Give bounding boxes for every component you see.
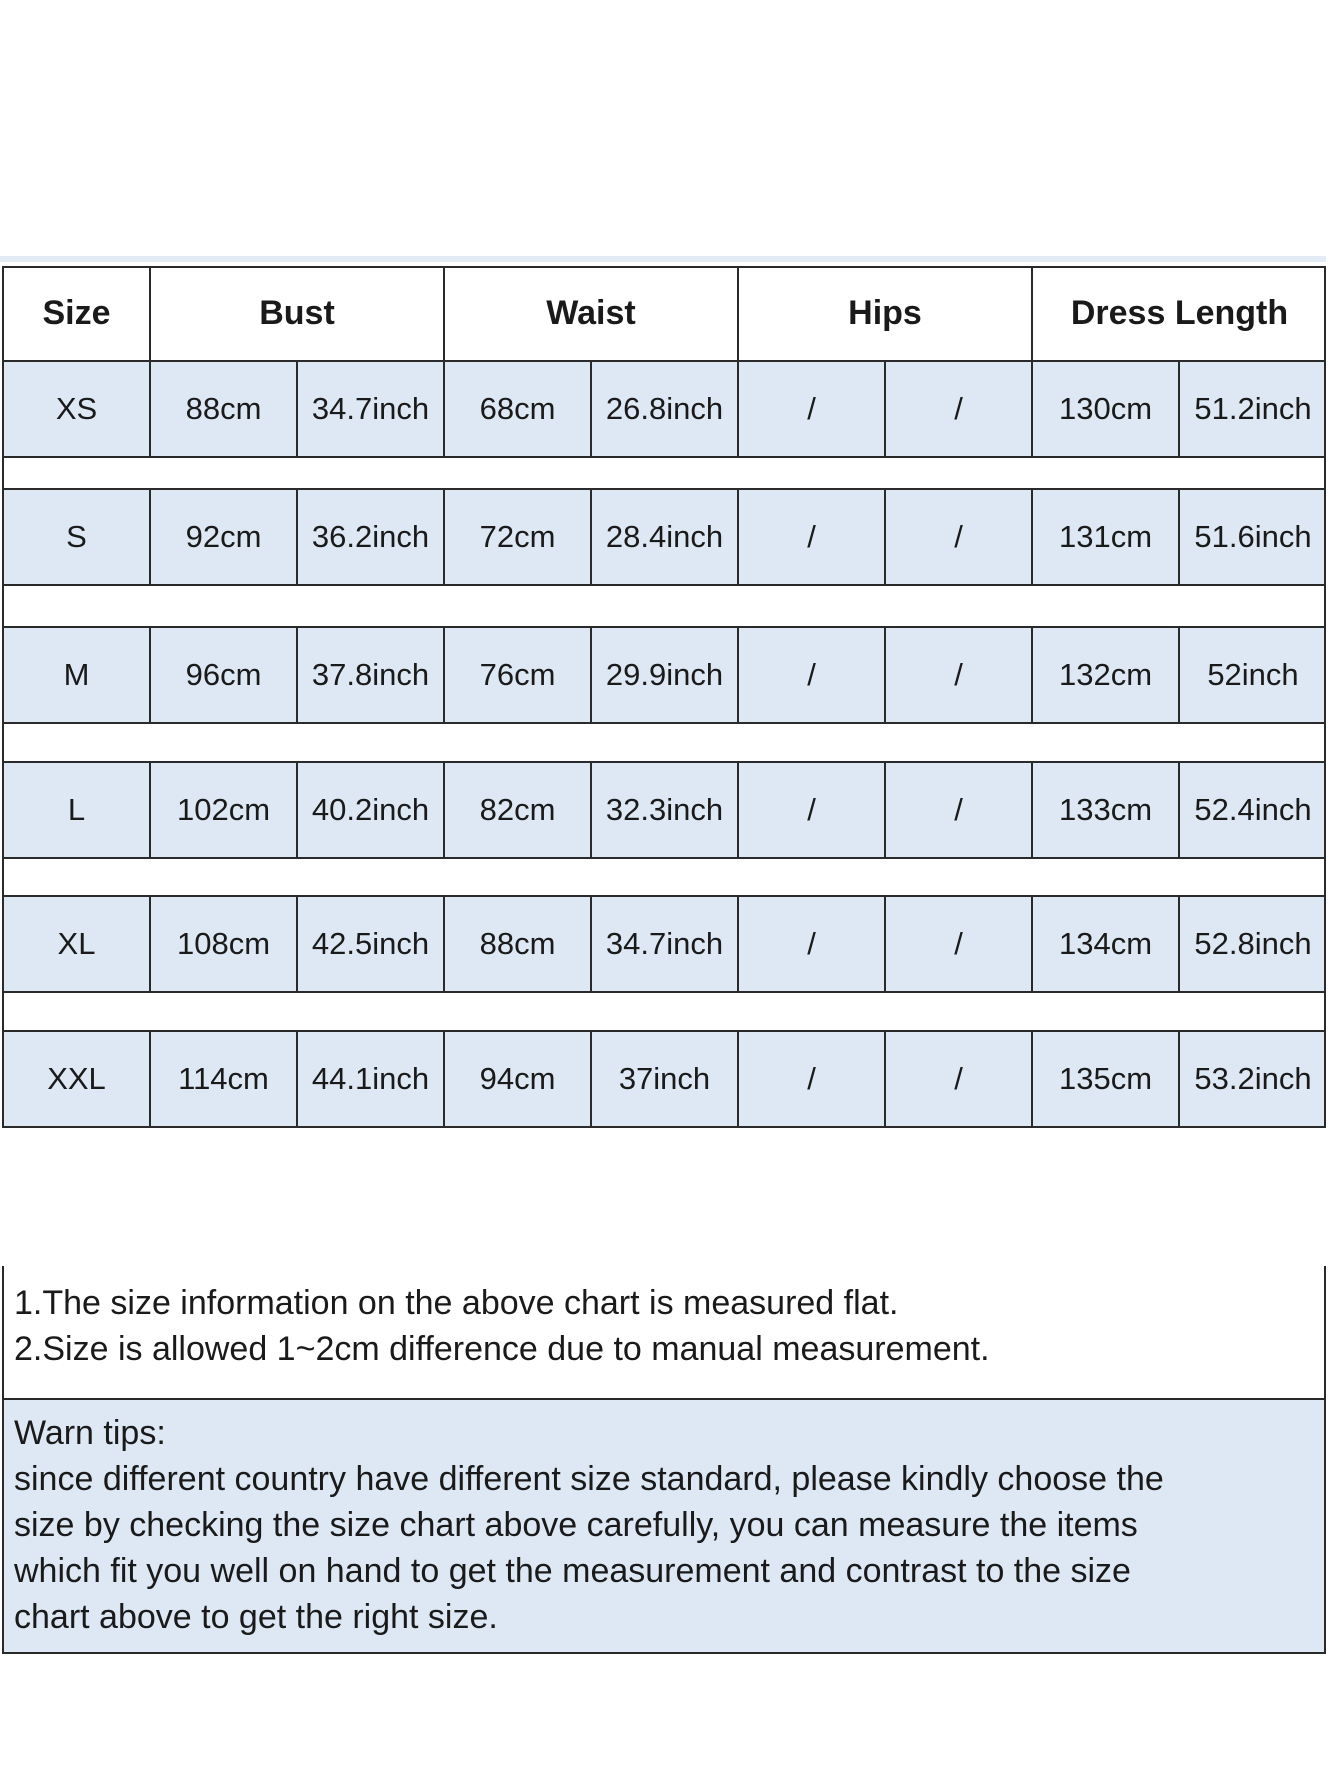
cell-size: XXL: [2, 1032, 149, 1126]
cell-bust-in: 36.2inch: [296, 490, 443, 584]
tips-line-1: since different country have different size standard, please kindly choose the: [14, 1460, 1164, 1498]
cell-size: XS: [2, 362, 149, 456]
cell-length-in: 51.6inch: [1178, 490, 1326, 584]
tips-line-4: chart above to get the right size.: [14, 1598, 498, 1636]
cell-hips-in: /: [884, 628, 1031, 722]
cell-length-in: 52.4inch: [1178, 763, 1326, 857]
cell-bust-in: 37.8inch: [296, 628, 443, 722]
cell-length-cm: 131cm: [1031, 490, 1178, 584]
cell-bust-cm: 102cm: [149, 763, 296, 857]
row-spacer: [2, 993, 1326, 1030]
cell-bust-cm: 108cm: [149, 897, 296, 991]
note-2: 2.Size is allowed 1~2cm difference due to manual measurement.: [14, 1330, 990, 1368]
cell-waist-in: 29.9inch: [590, 628, 737, 722]
cell-size: S: [2, 490, 149, 584]
header-row: [2, 266, 1326, 360]
cell-waist-cm: 68cm: [443, 362, 590, 456]
cell-bust-cm: 114cm: [149, 1032, 296, 1126]
cell-length-cm: 135cm: [1031, 1032, 1178, 1126]
row-spacer: [2, 859, 1326, 895]
cell-hips-in: /: [884, 362, 1031, 456]
cell-waist-cm: 82cm: [443, 763, 590, 857]
cell-hips-cm: /: [737, 1032, 884, 1126]
cell-hips-cm: /: [737, 763, 884, 857]
cell-hips-in: /: [884, 763, 1031, 857]
cell-waist-cm: 72cm: [443, 490, 590, 584]
tips-title: Warn tips:: [14, 1414, 166, 1452]
row-spacer: [2, 458, 1326, 488]
note-1: 1.The size information on the above chart is measured flat.: [14, 1284, 899, 1322]
cell-bust-in: 44.1inch: [296, 1032, 443, 1126]
cell-length-in: 52.8inch: [1178, 897, 1326, 991]
cell-waist-in: 32.3inch: [590, 763, 737, 857]
tips-line-3: which fit you well on hand to get the measurement and contrast to the size: [14, 1552, 1131, 1590]
warn-tips: [2, 1400, 1326, 1654]
cell-bust-cm: 96cm: [149, 628, 296, 722]
table-row: [2, 490, 1326, 584]
cell-length-cm: 134cm: [1031, 897, 1178, 991]
cell-length-in: 52inch: [1178, 628, 1326, 722]
cell-size: XL: [2, 897, 149, 991]
cell-length-cm: 133cm: [1031, 763, 1178, 857]
notes: [2, 1266, 1326, 1398]
cell-waist-in: 26.8inch: [590, 362, 737, 456]
cell-bust-cm: 88cm: [149, 362, 296, 456]
cell-hips-cm: /: [737, 628, 884, 722]
table-row: [2, 897, 1326, 991]
cell-hips-cm: /: [737, 897, 884, 991]
cell-length-in: 51.2inch: [1178, 362, 1326, 456]
cell-waist-in: 37inch: [590, 1032, 737, 1126]
tips-line-2: size by checking the size chart above carefully, you can measure the items: [14, 1506, 1138, 1544]
table-row: [2, 1032, 1326, 1126]
cell-waist-in: 28.4inch: [590, 490, 737, 584]
cell-size: M: [2, 628, 149, 722]
cell-hips-cm: /: [737, 362, 884, 456]
cell-bust-in: 40.2inch: [296, 763, 443, 857]
row-spacer: [2, 724, 1326, 761]
cell-hips-in: /: [884, 897, 1031, 991]
cell-length-cm: 132cm: [1031, 628, 1178, 722]
cell-hips-cm: /: [737, 490, 884, 584]
cell-length-cm: 130cm: [1031, 362, 1178, 456]
cell-bust-in: 42.5inch: [296, 897, 443, 991]
size-chart: [2, 266, 1326, 1636]
cell-bust-in: 34.7inch: [296, 362, 443, 456]
cell-waist-cm: 76cm: [443, 628, 590, 722]
row-spacer: [2, 586, 1326, 626]
cell-length-in: 53.2inch: [1178, 1032, 1326, 1126]
table-row: [2, 628, 1326, 722]
table-row: [2, 763, 1326, 857]
header-size: Size: [2, 266, 149, 360]
cell-waist-in: 34.7inch: [590, 897, 737, 991]
header-hips: Hips: [737, 266, 1031, 360]
header-bust: Bust: [149, 266, 443, 360]
table-row: [2, 362, 1326, 456]
top-strip: [0, 256, 1326, 262]
cell-waist-cm: 88cm: [443, 897, 590, 991]
cell-hips-in: /: [884, 1032, 1031, 1126]
cell-bust-cm: 92cm: [149, 490, 296, 584]
header-waist: Waist: [443, 266, 737, 360]
cell-hips-in: /: [884, 490, 1031, 584]
header-dress-length: Dress Length: [1031, 266, 1326, 360]
cell-waist-cm: 94cm: [443, 1032, 590, 1126]
cell-size: L: [2, 763, 149, 857]
